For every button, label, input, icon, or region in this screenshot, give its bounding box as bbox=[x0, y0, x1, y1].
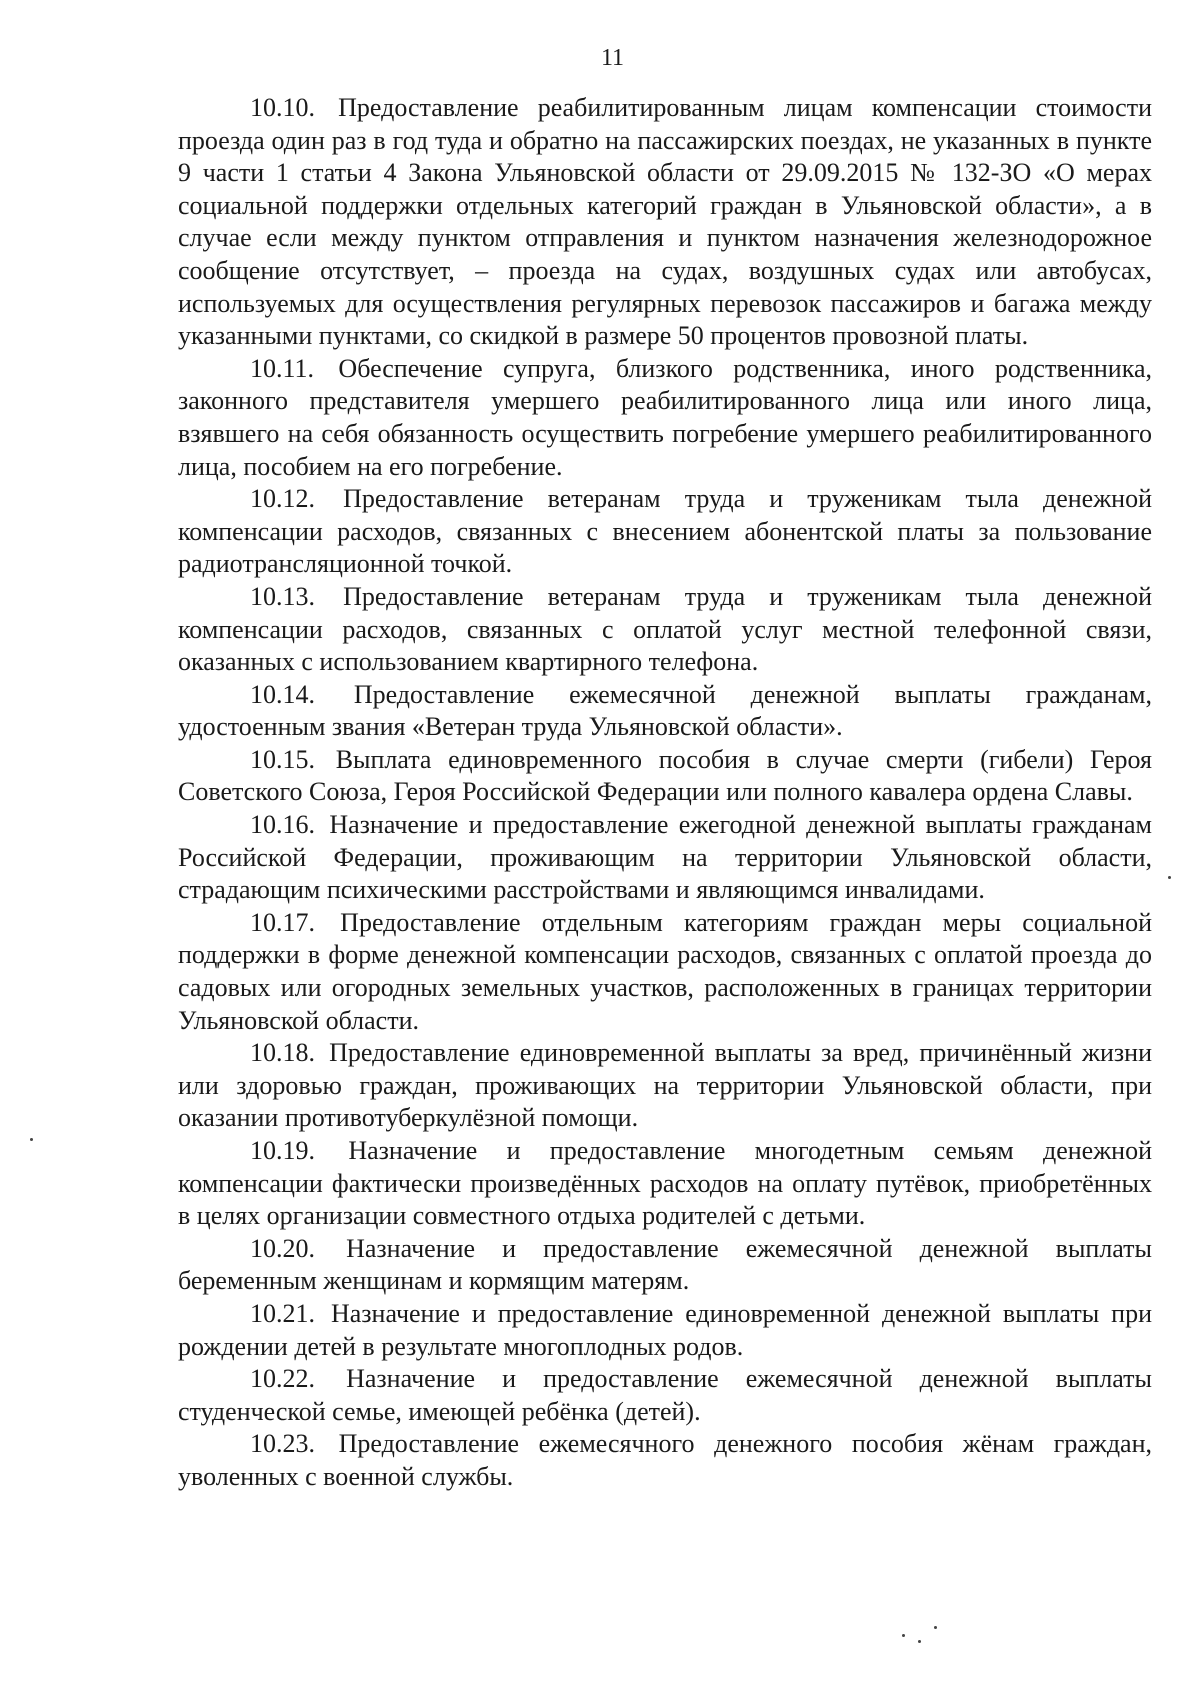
paragraph-text: Назначение и предоставление ежемесячной денежной выплаты студенческой семье, имеющей ребёнка (детей). bbox=[178, 1364, 1152, 1426]
paragraph-text: Назначение и предоставление единовременной денежной выплаты при рождении детей в результате многоплодных родов. bbox=[178, 1298, 1152, 1361]
paragraph-10-22 bbox=[178, 1363, 1152, 1428]
paragraph-text: Предоставление ежемесячного денежного пособия жёнам граждан, уволенных с военной службы. bbox=[178, 1429, 1152, 1491]
paragraph-number: 10.12. bbox=[250, 484, 315, 514]
paragraph-text: Выплата единовременного пособия в случае смерти (гибели) Героя Советского Союза, Героя Российской Федерации или полного кавалера ордена Славы. bbox=[178, 744, 1153, 807]
paragraph-text: Обеспечение супруга, близкого родственника, иного родственника, законного представителя умершего реабилитированного лица или иного лица, взявшего на себя обязанность осуществить погребение умершего реабилитированного лица, пособием на его погребение. bbox=[178, 353, 1152, 481]
paragraph-number: 10.11. bbox=[250, 353, 315, 383]
paragraph-10-12 bbox=[178, 483, 1152, 581]
scan-speck bbox=[918, 1640, 921, 1643]
paragraph-10-11 bbox=[178, 353, 1152, 483]
paragraph-number: 10.14. bbox=[250, 679, 315, 709]
paragraph-number: 10.10. bbox=[250, 93, 315, 122]
paragraph-10-16 bbox=[178, 809, 1152, 907]
paragraph-text: Назначение и предоставление ежегодной денежной выплаты гражданам Российской Федерации, проживающим на территории Ульяновской области, страдающим психическими расстройствами и являющимся инвалидами. bbox=[178, 810, 1153, 905]
paragraph-10-17 bbox=[178, 907, 1152, 1037]
paragraph-number: 10.19. bbox=[250, 1136, 315, 1165]
paragraph-number: 10.23. bbox=[250, 1429, 315, 1459]
paragraph-number: 10.17. bbox=[250, 907, 315, 937]
paragraph-number: 10.13. bbox=[250, 581, 315, 611]
paragraph-10-19 bbox=[178, 1135, 1152, 1233]
paragraph-text: Предоставление реабилитированным лицам компенсации стоимости проезда один раз в год туда и обратно на пассажирских поездах, не указанных в пункте 9 части 1 статьи 4 Закона Ульяновской области от 29.09.2015 № 132-ЗО «О мерах социальной поддержки отдельных категорий граждан в Ульяновской области», а в случае если между пунктом отправления и пунктом назначения железнодорожное сообщение отсутствует, – проезда на судах, воздушных судах или автобусах, используемых для осуществления регулярных перевозок пассажиров и багажа между указанными пунктами, со скидкой в размере 50 процентов провозной платы. bbox=[178, 93, 1152, 351]
document-text-body bbox=[178, 92, 1152, 1494]
paragraph-text: Предоставление ветеранам труда и труженикам тыла денежной компенсации расходов, связанных с оплатой услуг местной телефонной связи, оказанных с использованием квартирного телефона. bbox=[178, 581, 1152, 677]
paragraph-10-15 bbox=[178, 744, 1152, 809]
paragraph-number: 10.18. bbox=[250, 1038, 315, 1068]
paragraph-10-18 bbox=[178, 1037, 1152, 1135]
paragraph-number: 10.22. bbox=[250, 1364, 315, 1394]
paragraph-10-14 bbox=[178, 679, 1152, 744]
paragraph-text: Назначение и предоставление многодетным семьям денежной компенсации фактически произведённых расходов на оплату путёвок, приобретённых в целях организации совместного отдыха родителей с детьми. bbox=[178, 1136, 1153, 1231]
paragraph-text: Предоставление ветеранам труда и труженикам тыла денежной компенсации расходов, связанных с внесением абонентской платы за пользование радиотрансляционной точкой. bbox=[178, 484, 1152, 579]
paragraph-10-21 bbox=[178, 1298, 1152, 1363]
paragraph-10-13 bbox=[178, 581, 1152, 679]
scan-speck bbox=[934, 1626, 937, 1629]
paragraph-number: 10.16. bbox=[250, 810, 315, 840]
scan-speck bbox=[1168, 876, 1171, 879]
paragraph-text: Предоставление единовременной выплаты за вред, причинённый жизни или здоровью граждан, проживающих на территории Ульяновской области, при оказании противотуберкулёзной помощи. bbox=[178, 1038, 1152, 1133]
paragraph-number: 10.21. bbox=[250, 1298, 315, 1328]
paragraph-10-20 bbox=[178, 1233, 1152, 1298]
scan-speck bbox=[30, 1138, 33, 1141]
paragraph-10-23 bbox=[178, 1428, 1152, 1493]
paragraph-10-10 bbox=[178, 92, 1152, 353]
paragraph-text: Предоставление отдельным категориям граждан меры социальной поддержки в форме денежной компенсации расходов, связанных с оплатой проезда до садовых или огородных земельных участков, расположенных в границах территории Ульяновской области. bbox=[178, 907, 1153, 1035]
page-number: 11 bbox=[600, 45, 625, 71]
paragraph-number: 10.20. bbox=[250, 1233, 315, 1263]
paragraph-text: Предоставление ежемесячной денежной выплаты гражданам, удостоенным звания «Ветеран труда Ульяновской области». bbox=[178, 679, 1152, 742]
paragraph-text: Назначение и предоставление ежемесячной денежной выплаты беременным женщинам и кормящим матерям. bbox=[178, 1233, 1152, 1296]
paragraph-number: 10.15. bbox=[250, 744, 315, 774]
scan-speck bbox=[902, 1634, 905, 1637]
